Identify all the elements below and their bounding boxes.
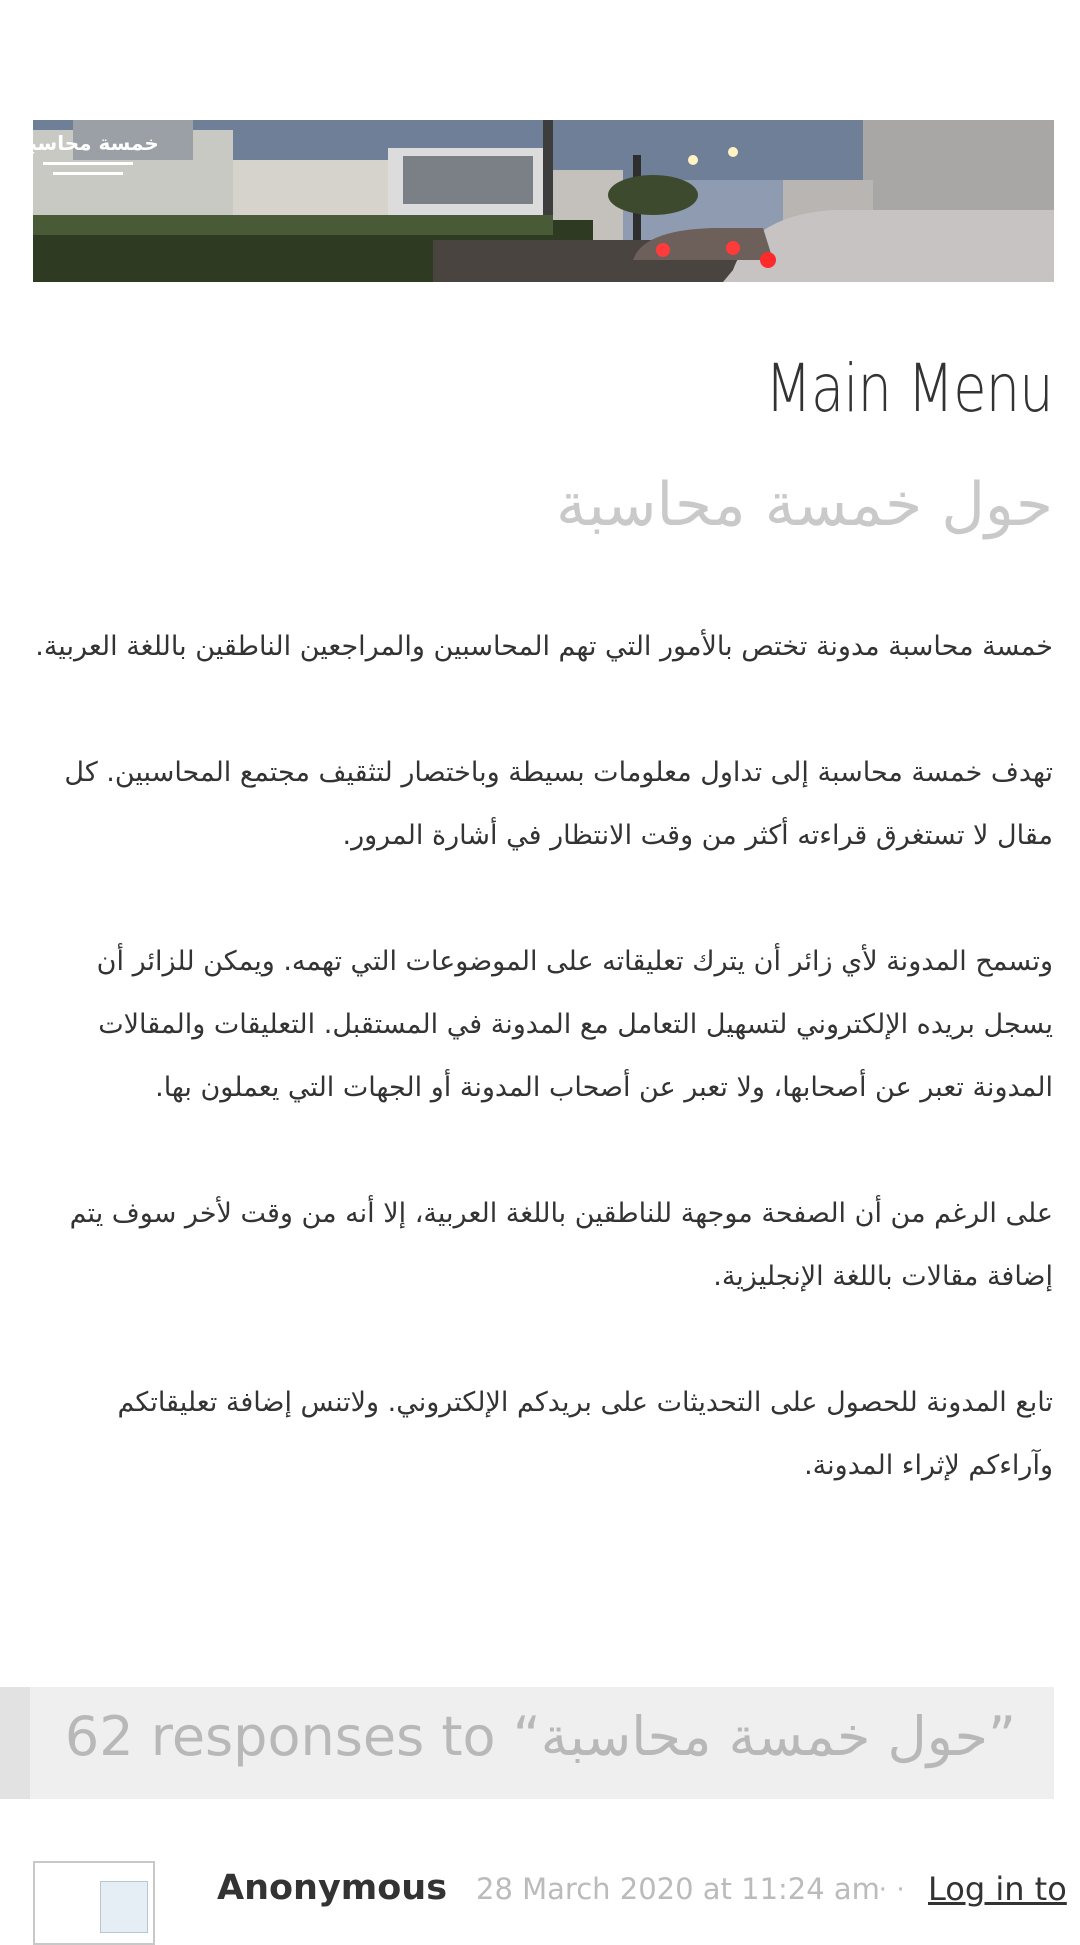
responses-title: 62 responses to “حول خمسة محاسبة”: [64, 1705, 1016, 1768]
banner-image: [33, 120, 1054, 282]
content-paragraph: تابع المدونة للحصول على التحديثات على بريدكم الإلكتروني. ولاتنس إضافة تعليقاتكم وآراءكم لإثراء المدونة.: [117, 1387, 1053, 1481]
responses-edge: [0, 1687, 30, 1799]
content-paragraph: وتسمح المدونة لأي زائر أن يترك تعليقاته على الموضوعات التي تهمه. ويمكن للزائر أن يسجل بريده الإلكتروني لتسهيل التعامل مع المدونة في المستقبل. التعليقات والمقالات المدونة تعبر عن أصحابها، ولا تعبر عن أصحاب المدونة أو الجهات التي يعملون بها.: [96, 946, 1053, 1103]
page-title: حول خمسة محاسبة: [556, 470, 1053, 540]
avatar-image-icon: [100, 1881, 148, 1933]
header-banner[interactable]: [17, 120, 1054, 282]
svg-text:خمسة محاسبة: خمسة محاسبة: [17, 131, 159, 155]
comment-author: Anonymous: [217, 1868, 448, 1908]
comment-item: [0, 1848, 1080, 1920]
page-content: [28, 615, 1053, 1560]
comment-date[interactable]: 28 March 2020 at 11:24 am: [476, 1872, 880, 1906]
comment-separator: · ·: [878, 1872, 906, 1904]
avatar: [33, 1861, 155, 1945]
content-paragraph: خمسة محاسبة مدونة تختص بالأمور التي تهم المحاسبين والمراجعين الناطقين باللغة العربية.: [35, 631, 1053, 662]
content-paragraph: تهدف خمسة محاسبة إلى تداول معلومات بسيطة وباختصار لتثقيف مجتمع المحاسبين. كل مقال لا تستغرق قراءته أكثر من وقت الانتظار في أشارة المرور.: [64, 757, 1053, 851]
logo-icon: [17, 120, 159, 190]
content-paragraph: على الرغم من أن الصفحة موجهة للناطقين باللغة العربية، إلا أنه من وقت لأخر سوف يتم إضافة مقالات باللغة الإنجليزية.: [69, 1198, 1053, 1292]
login-link[interactable]: Log in to: [928, 1870, 1067, 1908]
main-menu-title[interactable]: Main Menu: [765, 350, 1053, 427]
responses-header: [0, 1687, 1054, 1799]
